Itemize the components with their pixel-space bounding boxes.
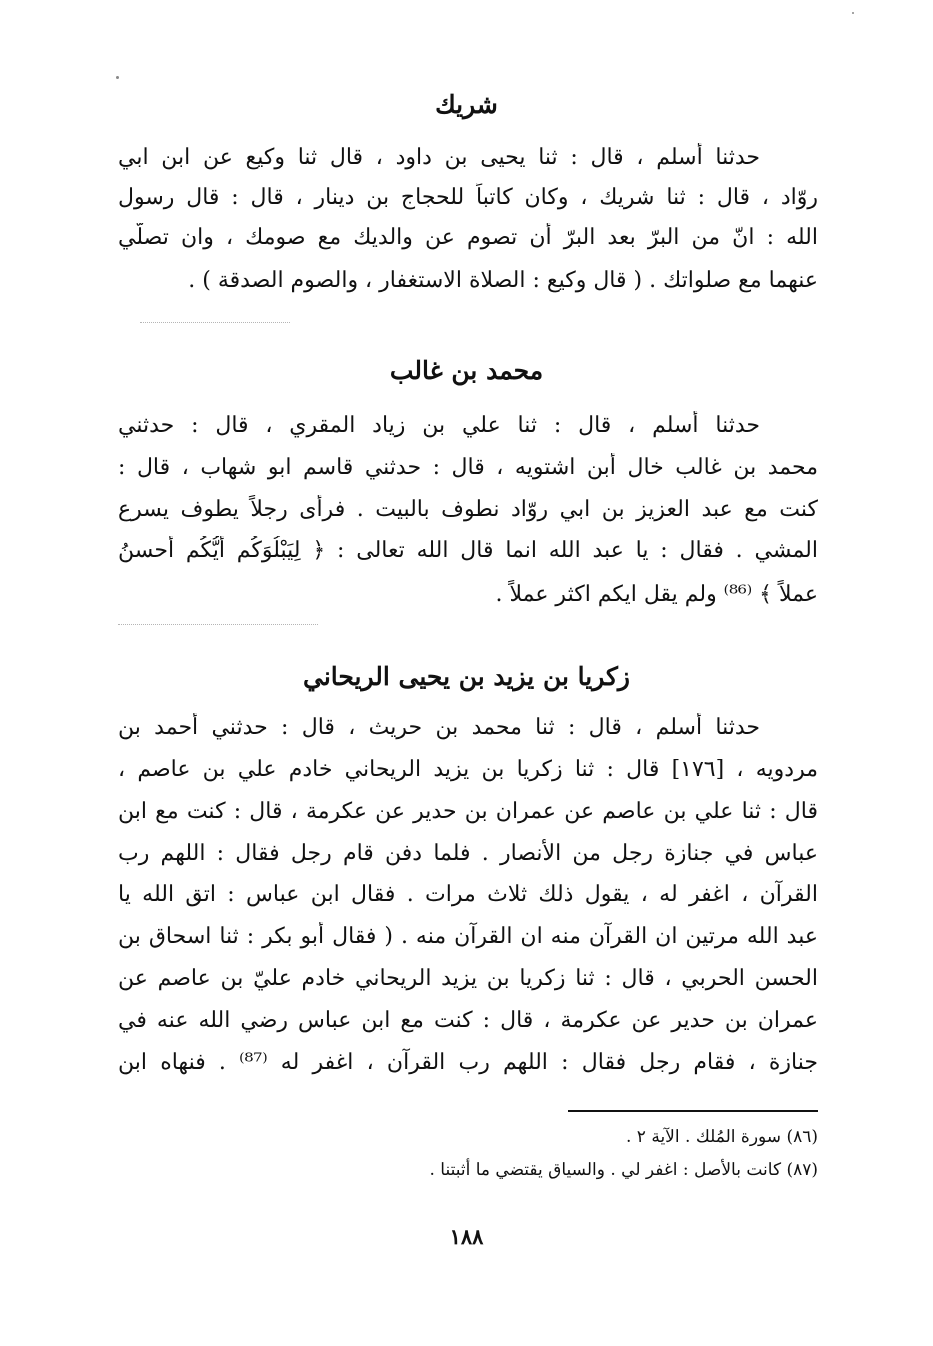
text-line: الله : انّ من البرّ بعد البرّ أن تصوم عن والديك مع صومك ، وان تصلّي [118, 225, 818, 250]
scan-artifact-line [118, 624, 318, 626]
text-line: حدثنا أسلم ، قال : ثنا محمد بن حريث ، قال : حدثني أحمد بن [118, 715, 760, 740]
text-line: الحسن الحربي ، قال : ثنا زكريا بن يزيد الريحاني خادم عليّ بن عاصم عن [118, 966, 818, 991]
text-line: عنهما مع صلواتك . ( قال وكيع : الصلاة الاستغفار ، والصوم الصدقة ) . [188, 268, 818, 293]
text-line: جنازة ، فقام رجل فقال : اللهم رب القرآن ، اغفر له ⁽⁸⁷⁾ . فنهاه ابن [118, 1050, 818, 1075]
footnote: (٨٧) كانت بالأصل : اغفر لي . والسياق يقتضي ما أثبتنا . [429, 1160, 818, 1180]
footnote: (٨٦) سورة المُلك . الآية ٢ . [625, 1127, 818, 1147]
section-heading: محمد بن غالب [389, 356, 544, 385]
text-line: المشي . فقال : يا عبد الله انما قال الله تعالى : ﴿ لِيَبْلُوَكُم أيُّكُم أحسنُ [118, 538, 818, 563]
page-number: ١٨٨ [449, 1224, 484, 1249]
text-line: حدثنا أسلم ، قال : ثنا يحيى بن داود ، قال ثنا وكيع عن ابن ابي [118, 145, 760, 170]
text-line: عبد الله مرتين ان القرآن منه ان القرآن منه . ( فقال أبو بكر : ثنا اسحاق بن [118, 924, 818, 949]
scan-speck [116, 76, 119, 79]
text-line: قال : ثنا علي بن عاصم عن عمران بن حدير عن عكرمة ، قال : كنت مع ابن [118, 799, 818, 824]
text-line: محمد بن غالب خال أبن اشتويه ، قال : حدثني قاسم ابو شهاب ، قال : [118, 455, 818, 480]
text-line: عباس في جنازة رجل من الأنصار . فلما دفن قام رجل فقال : اللهم رب [118, 841, 818, 866]
text-line: مردويه ، [١٧٦] قال : ثنا زكريا بن يزيد الريحاني خادم علي بن عاصم ، [118, 757, 818, 782]
text-line: حدثنا أسلم ، قال : ثنا علي بن زياد المقري ، قال : حدثني [118, 413, 760, 438]
text-line: عملاً ﴾ ⁽⁸⁶⁾ ولم يقل ايكم اكثر عملاً . [495, 582, 818, 607]
scan-artifact-line [140, 322, 290, 324]
section-heading: زكريا بن يزيد بن يحيى الريحاني [302, 662, 630, 691]
section-heading: شريك [435, 90, 498, 119]
text-line: عمران بن حدير عن عكرمة ، قال : كنت مع ابن عباس رضي الله عنه في [118, 1008, 818, 1033]
footnote-rule [568, 1110, 818, 1112]
text-line: القرآن ، اغفر له ، يقول ذلك ثلاث مرات . فقال ابن عباس : اتق الله يا [118, 882, 818, 907]
text-line: روّاد ، قال : ثنا شريك ، وكان كاتباً للحجاج بن دينار ، قال : قال رسول [118, 185, 818, 210]
scan-speck [852, 12, 854, 14]
text-line: كنت مع عبد العزيز بن ابي روّاد نطوف بالبيت . فرأى رجلاً يطوف يسرع [118, 497, 818, 522]
